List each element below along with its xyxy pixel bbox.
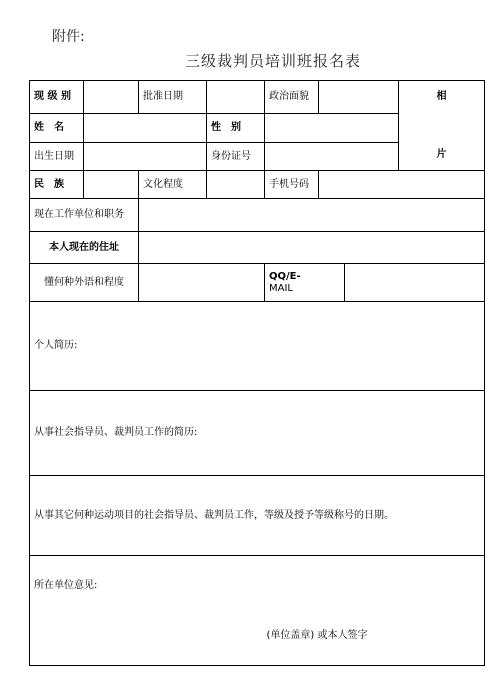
- mobile-label: 手机号码: [265, 171, 319, 199]
- id-number-label: 身份证号: [207, 143, 265, 171]
- row-ethnicity: [30, 171, 485, 199]
- qq-email-label: [265, 264, 345, 302]
- education-field[interactable]: [207, 171, 265, 199]
- current-level-label: 现 级 别: [30, 81, 84, 114]
- work-unit-field[interactable]: [139, 199, 485, 232]
- row-languages: [30, 264, 485, 302]
- languages-field[interactable]: [139, 264, 265, 302]
- gender-field[interactable]: [265, 114, 399, 143]
- qq-email-field[interactable]: [345, 264, 485, 302]
- photo-box[interactable]: [399, 81, 485, 171]
- qq-email-label-line2: MAIL: [269, 282, 293, 294]
- approval-date-label: 批准日期: [139, 81, 207, 114]
- attachment-label: 附件:: [52, 29, 85, 45]
- approval-date-field[interactable]: [207, 81, 265, 114]
- id-number-field[interactable]: [265, 143, 399, 171]
- row-address: [30, 232, 485, 264]
- qq-email-label-line1: QQ/E-: [269, 271, 301, 282]
- row-other-sports: [30, 476, 485, 556]
- name-label: 姓 名: [30, 114, 84, 143]
- mobile-field[interactable]: [319, 171, 485, 199]
- birth-date-field[interactable]: [84, 143, 207, 171]
- other-sports-area[interactable]: [30, 476, 485, 556]
- unit-opinion-label: 所在单位意见:: [34, 580, 98, 591]
- unit-opinion-area[interactable]: [30, 556, 485, 666]
- resume-area[interactable]: [30, 302, 485, 391]
- current-level-field[interactable]: [84, 81, 139, 114]
- row-unit-opinion: [30, 556, 485, 666]
- work-unit-label: 现在工作单位和职务: [30, 199, 139, 232]
- education-label: 文化程度: [139, 171, 207, 199]
- languages-label: 懂何种外语和程度: [30, 264, 139, 302]
- resume-label: 个人简历:: [34, 340, 78, 352]
- coach-resume-label: 从事社会指导员、裁判员工作的简历:: [34, 427, 198, 439]
- signature-label: (单位盖章) 或本人签字: [266, 629, 368, 641]
- row-work-unit: [30, 199, 485, 232]
- photo-label-top: 相: [436, 90, 447, 102]
- political-status-label: 政治面貌: [265, 81, 319, 114]
- name-field[interactable]: [84, 114, 207, 143]
- political-status-field[interactable]: [319, 81, 399, 114]
- coach-resume-area[interactable]: [30, 391, 485, 476]
- row-level: [30, 81, 485, 114]
- address-label: 本人现在的住址: [30, 232, 139, 264]
- row-coach-resume: [30, 391, 485, 476]
- other-sports-label: 从事其它何种运动项目的社会指导员、裁判员工作，等级及授予等级称号的日期。: [34, 509, 394, 521]
- gender-label: 性 别: [207, 114, 265, 143]
- form-title: 三级裁判员培训班报名表: [184, 52, 361, 70]
- photo-label-bottom: 片: [436, 149, 447, 160]
- ethnicity-field[interactable]: [84, 171, 139, 199]
- address-field[interactable]: [139, 232, 485, 264]
- registration-form-table: [29, 80, 485, 666]
- row-resume: [30, 302, 485, 391]
- ethnicity-label: 民 族: [30, 171, 84, 199]
- birth-date-label: 出生日期: [30, 143, 84, 171]
